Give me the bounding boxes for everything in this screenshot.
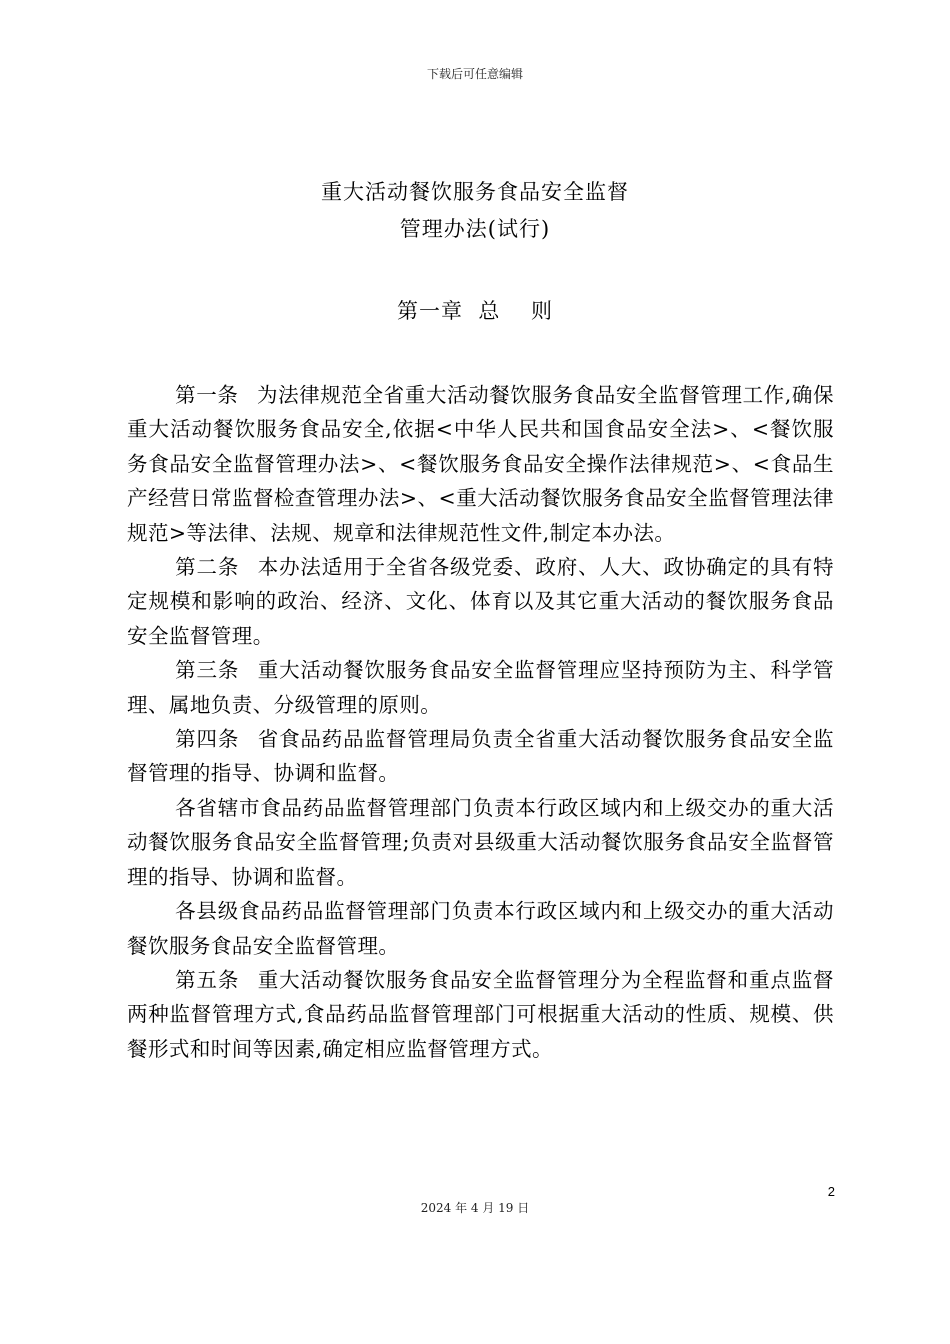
paragraph-article-1 [127,378,834,550]
paragraph-text: 重大活动餐饮服务食品安全监督管理分为全程监督和重点监督两种监督管理方式,食品药品监督管理部门可根据重大活动的性质、规模、供餐形式和时间等因素,确定相应监督管理方式。 [127,967,834,1061]
article-number: 第四条 [175,727,240,752]
paragraph-article-5 [127,963,834,1066]
document-title-line-1: 重大活动餐饮服务食品安全监督 [321,180,629,204]
paragraph-text: 本办法适用于全省各级党委、政府、人大、政协确定的具有特定规模和影响的政治、经济、文化、体育以及其它重大活动的餐饮服务食品安全监督管理。 [127,555,834,648]
paragraph-text: 为法律规范全省重大活动餐饮服务食品安全监督管理工作,确保重大活动餐饮服务食品安全,依据<中华人民共和国食品安全法>、<餐饮服务食品安全监督管理办法>、<餐饮服务食品安全操作法律规范>、<食品生产经营日常监督检查管理办法>、<重大活动餐饮服务食品安全监督管理法律规范>等法律、法规、规章和法律规范性文件,制定本办法。 [127,383,834,545]
page-header: 下载后可任意编辑 [426,67,523,81]
document-title-line-2: 管理办法(试行) [399,217,551,241]
paragraph-text: 各省辖市食品药品监督管理部门负责本行政区域内和上级交办的重大活动餐饮服务食品安全监督管理;负责对县级重大活动餐饮服务食品安全监督管理的指导、协调和监督。 [127,795,834,889]
paragraph-article-3 [127,653,834,722]
article-number: 第一条 [175,383,239,407]
page-number: 2 [827,1184,835,1199]
paragraph-article-4-sub-1 [127,791,834,894]
paragraph-article-4 [127,722,834,791]
article-number: 第五条 [175,967,240,992]
paragraph-article-2 [127,550,834,653]
paragraph-text: 各县级食品药品监督管理部门负责本行政区域内和上级交办的重大活动餐饮服务食品安全监督管理。 [127,899,834,958]
paragraph-text: 重大活动餐饮服务食品安全监督管理应坚持预防为主、科学管理、属地负责、分级管理的原则。 [127,658,834,717]
document-body [127,378,834,1066]
chapter-heading: 第一章 总 则 [396,299,554,323]
article-number: 第二条 [175,555,240,580]
paragraph-article-4-sub-2 [127,894,834,963]
page-footer-date: 2024 年 4 月 19 日 [420,1201,530,1215]
article-number: 第三条 [175,658,240,683]
paragraph-text: 省食品药品监督管理局负责全省重大活动餐饮服务食品安全监督管理的指导、协调和监督。 [127,727,834,786]
